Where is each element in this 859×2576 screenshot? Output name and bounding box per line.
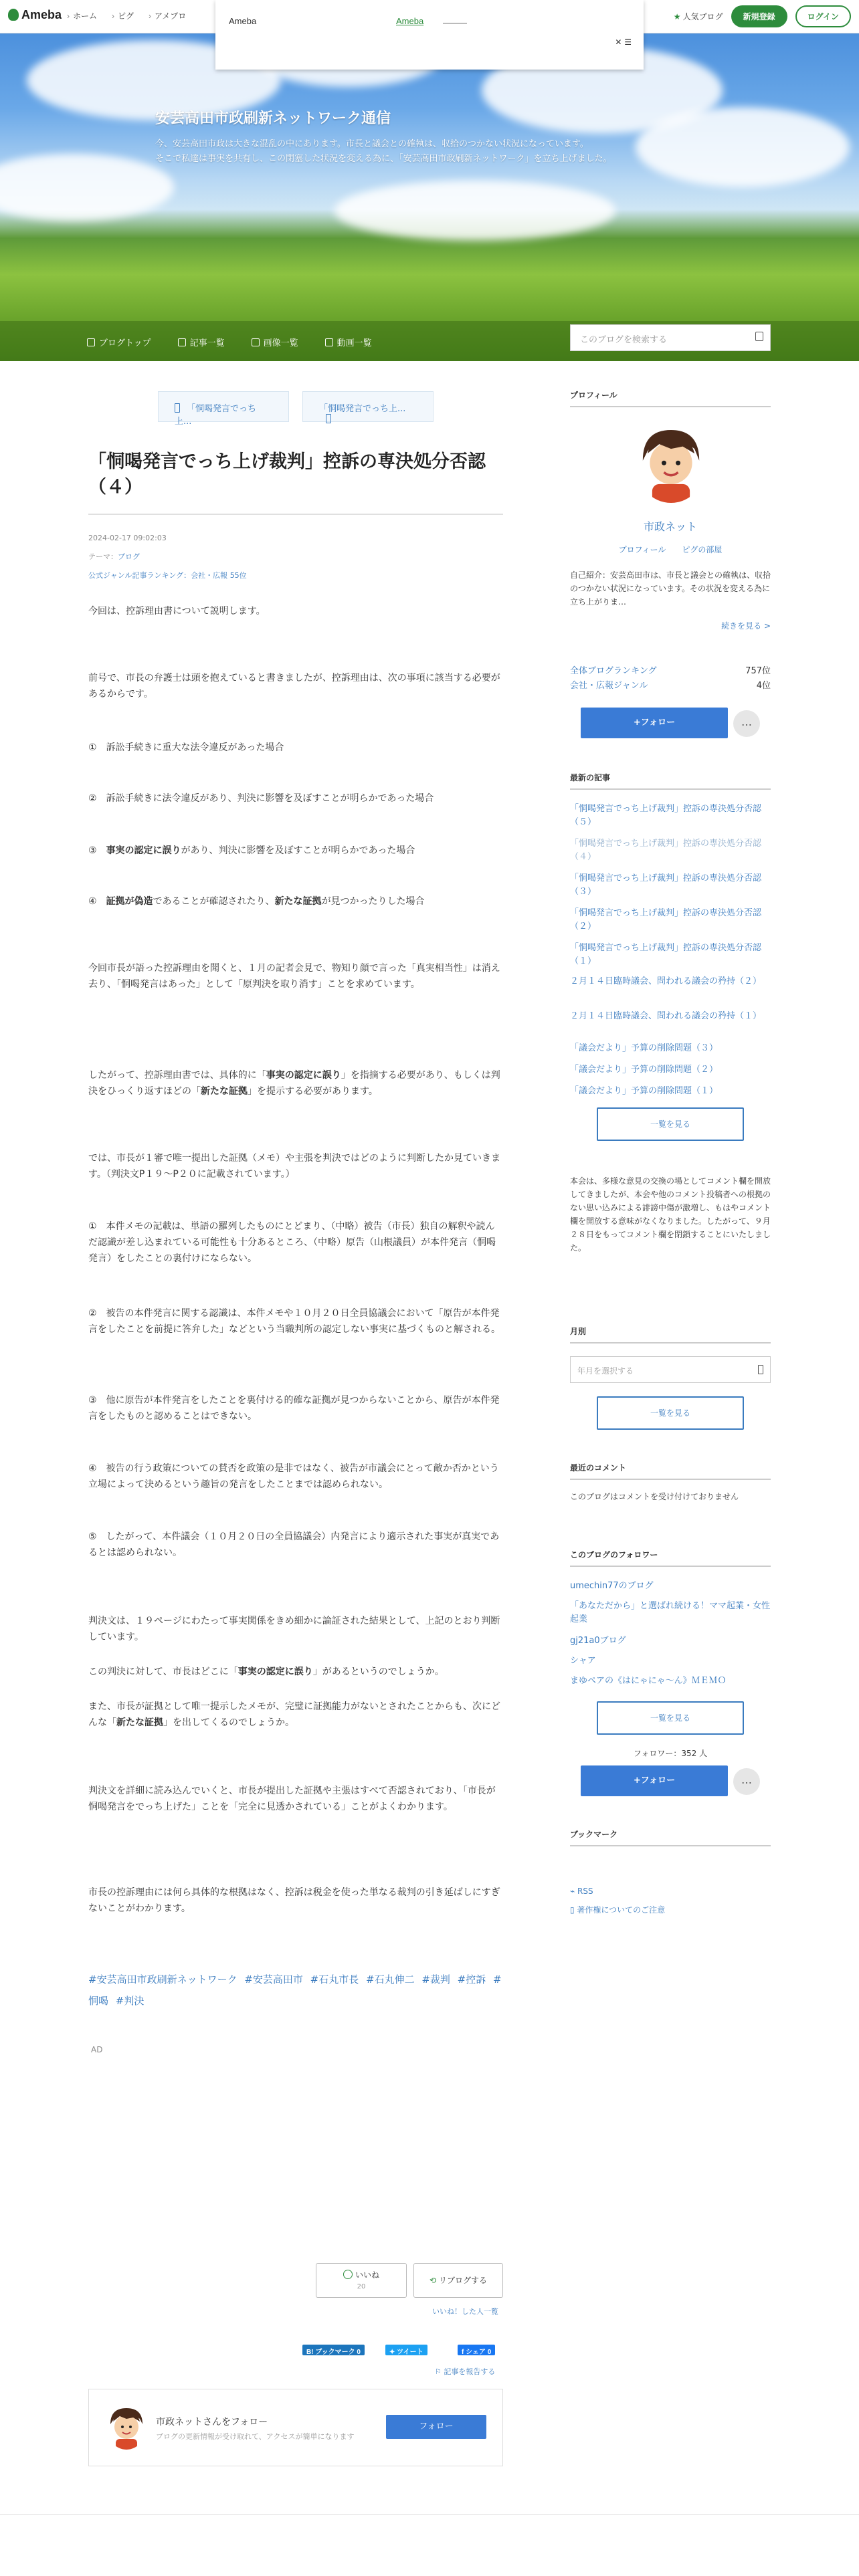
nav-video-list[interactable] (325, 336, 372, 348)
article-date: 2024-02-17 09:02:03 (88, 534, 167, 542)
reblog-button[interactable] (413, 2263, 503, 2298)
search-placeholder: このブログを検索する (580, 335, 668, 345)
list-icon (178, 338, 186, 346)
video-icon (325, 338, 333, 346)
follower-count-value: 352 (681, 1749, 697, 1758)
monthly-heading: 月別 (570, 1325, 771, 1344)
avatar (106, 2404, 147, 2450)
monthly-list-button[interactable]: 一覧を見る (597, 1396, 744, 1430)
bookmark-count: 0 (357, 2349, 361, 2356)
judgment-item: ② 被告の本件発言に関する認識は、本件メモや１０月２０日全員協議会において「原告が本件発言をしたことを前提に答弁した」などという当職判所の認定しない事実に基づくものと解される。 (88, 1308, 500, 1335)
article-paragraph: 市長の控訴理由には何ら具体的な根拠はなく、控訴は税金を使った単なる裁判の引き延ばしにすぎないことがわかります。 (88, 1887, 500, 1914)
share-count: 0 (487, 2349, 492, 2356)
item-number: ③ (88, 845, 106, 856)
hashtag-list[interactable]: #安芸高田市政刷新ネットワーク #安芸高田市 #石丸市長 #石丸伸二 #裁判 #控訴 #恫喝 #判決 (88, 1973, 502, 2007)
liked-by-link[interactable]: いいね！した人一覧 (432, 2307, 498, 2316)
text: また、市長が証拠として唯一提示したメモが、完璧に証拠能力がないとされたことからも、次にどんな「 (88, 1701, 500, 1728)
judgment-item: ④ 被告の行う政策についての賛否を政策の是非ではなく、被告が市議会にとって敵か否かという立場によって決めるという趣旨の発言をしたことまでは認められない。 (88, 1463, 499, 1490)
latest-article-link-current[interactable]: 「恫喝発言でっち上げ裁判」控訴の専決処分否認（４） (570, 839, 762, 862)
emphasis: 新たな証拠 (201, 1086, 248, 1097)
emphasis: 新たな証拠 (274, 896, 322, 907)
latest-article-link[interactable]: 「議会だより」予算の削除問題（３） (570, 1043, 719, 1053)
follower-link[interactable]: gj21a0ブログ (570, 1636, 626, 1646)
article-paragraph (88, 1067, 503, 1099)
latest-article-link[interactable]: 「恫喝発言でっち上げ裁判」控訴の専決処分否認（２） (570, 908, 762, 932)
global-nav-home[interactable]: › ホーム (67, 10, 97, 21)
follow-card-title: 市政ネットさんをフォロー (156, 2417, 268, 2428)
follower-link[interactable]: シャア (570, 1656, 596, 1666)
recent-comments-heading: 最近のコメント (570, 1462, 771, 1480)
popup-label: Ameba (229, 16, 257, 26)
popup-divider (443, 23, 467, 24)
popular-blog-link[interactable] (674, 11, 723, 22)
rss-link[interactable] (570, 1885, 771, 1898)
more-options-button[interactable]: … (733, 710, 760, 737)
profile-avatar[interactable] (636, 425, 706, 503)
document-icon: ▯ (570, 1905, 577, 1915)
appeal-ground-item: ② 訴訟手続きに法令違反があり、判決に影響を及ぼすことが明らかであった場合 (88, 793, 434, 804)
latest-articles-heading: 最新の記事 (570, 772, 771, 790)
blog-description-line: 今、安芸高田市政は大きな混乱の中にあります。市長と議会との確執は、収拾のつかない状況になっています。 (155, 139, 589, 149)
month-placeholder: 年月を選択する (577, 1366, 634, 1376)
ranking-value: 4位 (756, 681, 771, 691)
nav-label: 画像一覧 (263, 338, 298, 348)
smile-icon (343, 2270, 353, 2279)
share-label: シェア (466, 2349, 486, 2356)
sidebar-follow-button[interactable]: +フォロー (581, 708, 728, 738)
like-count: 20 (357, 2283, 366, 2290)
nav-image-list[interactable] (252, 336, 298, 348)
star-icon: ★ (673, 12, 681, 21)
judgment-item: ⑤ したがって、本件議会（１０月２０日の全員協議会）内発言により適示された事実が真実であるとは認められない。 (88, 1531, 500, 1558)
popup-link[interactable]: Ameba (396, 16, 424, 26)
pigg-room-link[interactable]: ピグの部屋 (682, 545, 723, 554)
article-paragraph (88, 1664, 503, 1680)
follower-link[interactable]: umechin77のブログ (570, 1581, 654, 1591)
ad-label: AD (91, 2045, 103, 2054)
header-popup (215, 0, 644, 70)
header-actions (674, 5, 851, 27)
more-options-button-bottom[interactable]: … (733, 1768, 760, 1795)
text: 」を出してくるのでしょうか。 (163, 1717, 294, 1728)
facebook-share-button[interactable] (458, 2345, 495, 2355)
item-number: ④ (88, 896, 106, 907)
title-divider (88, 514, 503, 515)
signup-button[interactable]: 新規登録 (731, 5, 787, 27)
latest-article-link[interactable]: 「恫喝発言でっち上げ裁判」控訴の専決処分否認（１） (570, 943, 762, 966)
profile-intro: 自己紹介：安芸高田市は、市長と議会との確執は、収拾のつかない状況になっています。その状況を変える為に立ち上がりま… (570, 570, 771, 607)
blog-description-line: そこで私達は事実を共有し、この閉塞した状況を変える為に、「安芸高田市政刷新ネットワーク」を立ち上げました。 (155, 154, 612, 164)
rss-label: RSS (577, 1887, 593, 1896)
ranking-value: 757位 (745, 666, 771, 676)
next-article-link[interactable] (302, 391, 434, 422)
article-paragraph: 判決文を詳細に読み込んでいくと、市長が提出した証拠や主張はすべて否認されており、「市長が恫喝発言をでっち上げた」ことを「完全に見透かされている」ことがよくわかります。 (88, 1786, 496, 1812)
next-article-title: 「恫喝発言でっち上... (319, 404, 406, 414)
tweet-label: ツイート (397, 2349, 423, 2356)
text: 」があるというのでしょうか。 (312, 1667, 444, 1677)
latest-article-link[interactable]: 「恫喝発言でっち上げ裁判」控訴の専決処分否認（３） (570, 873, 762, 897)
profile-links (570, 543, 771, 556)
article-paragraph: 判決文は、１９ページにわたって事実関係をきめ細かに論証された結果として、上記のとおり判断しています。 (88, 1616, 500, 1642)
profile-name[interactable]: 市政ネット (643, 520, 697, 533)
judgment-item: ③ 他に原告が本件発言をしたことを裏付ける的確な証拠が見つからないことから、原告が本件発言をしたものと認めることはできない。 (88, 1395, 500, 1422)
theme-label: テーマ： (88, 552, 118, 561)
popular-blog-label: 人気ブログ (682, 12, 723, 21)
article-paragraph: 今回は、控訴理由書について説明します。 (88, 606, 266, 617)
nav-article-list[interactable] (178, 336, 225, 348)
follower-count (570, 1747, 771, 1760)
global-nav-ameblo[interactable]: › アメブロ (149, 10, 186, 21)
article-paragraph: 前号で、市長の弁護士は頭を抱えていると書きましたが、控訴理由は、次の事項に該当する必要があるからです。 (88, 673, 500, 700)
text: 」を提示する必要があります。 (248, 1086, 378, 1097)
facebook-icon: f (462, 2349, 464, 2356)
nav-label: ブログトップ (99, 338, 151, 348)
blog-description (155, 137, 664, 167)
item-text: であることが確認されたり、 (153, 896, 275, 907)
ranking-label: 会社・広報ジャンル (570, 681, 648, 691)
text: この判決に対して、市長はどこに「 (88, 1667, 238, 1677)
article-title: 「恫喝発言でっち上げ裁判」控訴の専決処分否認（４） (88, 451, 486, 498)
ameba-logo-icon (8, 9, 19, 21)
follow-button[interactable]: フォロー (386, 2415, 486, 2439)
ranking-position[interactable]: 55位 (229, 571, 247, 580)
emphasis: 新たな証拠 (116, 1717, 163, 1728)
nav-blog-top[interactable] (87, 336, 151, 348)
profile-read-more-link[interactable]: 続きを見る > (721, 621, 771, 631)
theme-link[interactable]: ブログ (118, 552, 140, 561)
emphasis: 事実の認定に誤り (106, 845, 181, 856)
follow-card-description: ブログの更新情報が受け取れて、アクセスが簡単になります (156, 2432, 355, 2441)
month-select[interactable] (570, 1356, 771, 1383)
appeal-ground-item (88, 893, 503, 909)
latest-article-link[interactable]: 「議会だより」予算の削除問題（１） (570, 1086, 719, 1096)
home-icon (87, 338, 95, 346)
nav-label: 記事一覧 (189, 338, 225, 348)
ranking-label[interactable]: 公式ジャンル記事ランキング： (88, 571, 191, 580)
blog-search-input[interactable] (570, 324, 771, 351)
chevron-right-icon (326, 414, 331, 423)
article-theme (88, 551, 140, 562)
profile-heading: プロフィール (570, 389, 771, 407)
footer-divider (0, 2514, 859, 2515)
blog-title[interactable]: 安芸高田市政刷新ネットワーク通信 (155, 110, 391, 127)
article-ranking (88, 570, 247, 580)
article-paragraph: では、市長が１審で唯一提出した証拠（メモ）や主張を判決ではどのように判断したか見ていきます。（判決文P１９〜P２０に記載されています。） (88, 1153, 500, 1180)
popup-close-button[interactable]: ✕ ☰ (615, 37, 632, 47)
bookmark-heading: ブックマーク (570, 1828, 771, 1846)
logo-text: Ameba (21, 8, 62, 21)
login-button[interactable]: ログイン (795, 5, 851, 27)
article-paragraph (88, 1699, 503, 1731)
profile-link[interactable]: プロフィール (618, 545, 666, 554)
genre-ranking[interactable] (570, 678, 771, 691)
latest-article-link[interactable]: 「恫喝発言でっち上げ裁判」控訴の専決処分否認（５） (570, 804, 762, 827)
follower-link[interactable]: 「あなただから」と選ばれ続ける！ママ起業・女性起業 (570, 1601, 771, 1624)
followers-list-button[interactable]: 一覧を見る (597, 1701, 744, 1735)
report-icon: ⚐ (435, 2367, 444, 2376)
reblog-label: リブログする (439, 2276, 488, 2285)
follower-count-label: フォロワー： (633, 1749, 682, 1758)
twitter-icon: ✦ (389, 2349, 395, 2356)
overall-ranking[interactable] (570, 663, 771, 676)
search-icon[interactable] (755, 332, 763, 341)
text: 」を指摘する必要があり、もしくは判決をひっくり返すほどの「 (88, 1070, 500, 1097)
image-icon (252, 338, 260, 346)
global-nav (67, 10, 186, 21)
prev-article-link[interactable] (158, 391, 289, 427)
reblog-icon: ⟲ (429, 2276, 437, 2285)
like-label: いいね (355, 2270, 379, 2280)
emphasis: 事実の認定に誤り (266, 1070, 341, 1081)
global-nav-pigg[interactable]: › ピグ (112, 10, 134, 21)
latest-article-link[interactable]: ２月１４日臨時議会、問われる議会の矜持（２） (570, 976, 762, 986)
judgment-item: ① 本件メモの記載は、単語の羅列したものにとどまり、（中略）被告（市長）独自の解釈や読んだ認識が差し込まれている可能性も十分あるところ、（中略）原告（山根議員）が本件発言（恫喝発言）をしたことの裏付けにならない。 (88, 1221, 496, 1264)
follower-count-unit: 人 (699, 1749, 708, 1758)
rss-icon: ⌁ (570, 1887, 578, 1896)
copyright-link[interactable] (570, 1903, 771, 1917)
hatena-bookmark-button[interactable] (302, 2345, 365, 2355)
item-text: があり、判決に影響を及ぼすことが明らかであった場合 (181, 845, 415, 856)
article-paragraph: 今回市長が語った控訴理由を聞くと、１月の記者会見で、物知り顔で言った「真実相当性」は消え去り、「恫喝発言はあった」として「原判決を取り消す」ことを求めています。 (88, 963, 500, 990)
chevron-down-icon (758, 1365, 763, 1374)
report-article-link[interactable] (435, 2366, 495, 2377)
latest-article-link[interactable]: ２月１４日臨時議会、問われる議会の矜持（１） (570, 1011, 762, 1021)
like-button[interactable] (316, 2263, 407, 2298)
follow-card (88, 2389, 503, 2466)
item-text: が見つかったりした場合 (321, 896, 425, 907)
prev-article-title: 「恫喝発言でっち上... (175, 404, 257, 427)
appeal-ground-item (88, 843, 503, 859)
report-label: 記事を報告する (444, 2367, 496, 2376)
emphasis: 証拠が偽造 (106, 896, 153, 907)
comment-notice: 本会は、多様な意見の交換の場としてコメント欄を開放してきましたが、本会や他のコメント投稿者への根拠のない思い込みによる誹謗中傷が激増し、もはやコメント欄を開放する意味がなくなりました。したがって、９月２８日をもってコメント欄を閉鎖することにいたしました。 (570, 1176, 771, 1253)
sidebar-follow-button-bottom[interactable]: +フォロー (581, 1765, 728, 1796)
latest-article-link[interactable]: 「議会だより」予算の削除問題（２） (570, 1065, 719, 1075)
text: したがって、控訴理由書では、具体的に「 (88, 1070, 266, 1081)
comments-disabled-text: このブログはコメントを受け付けておりません (570, 1492, 739, 1501)
bookmark-label: B! ブックマーク (306, 2349, 355, 2356)
ranking-label: 全体ブログランキング (570, 666, 657, 676)
ranking-genre-link[interactable]: 会社・広報 (191, 571, 228, 580)
appeal-ground-item: ① 訴訟手続きに重大な法令違反があった場合 (88, 742, 284, 753)
copyright-label: 著作権についてのご注意 (577, 1905, 666, 1915)
nav-label: 動画一覧 (337, 338, 372, 348)
chevron-left-icon (175, 403, 180, 413)
tweet-button[interactable] (385, 2345, 427, 2355)
follower-link[interactable]: まゆペアの《はにゃにゃ〜ん》ＭＥＭＯ (570, 1676, 727, 1686)
followers-heading: このブログのフォロワー (570, 1549, 771, 1567)
ameba-logo[interactable] (8, 8, 62, 22)
emphasis: 事実の認定に誤り (237, 1667, 313, 1677)
latest-list-button[interactable]: 一覧を見る (597, 1107, 744, 1141)
